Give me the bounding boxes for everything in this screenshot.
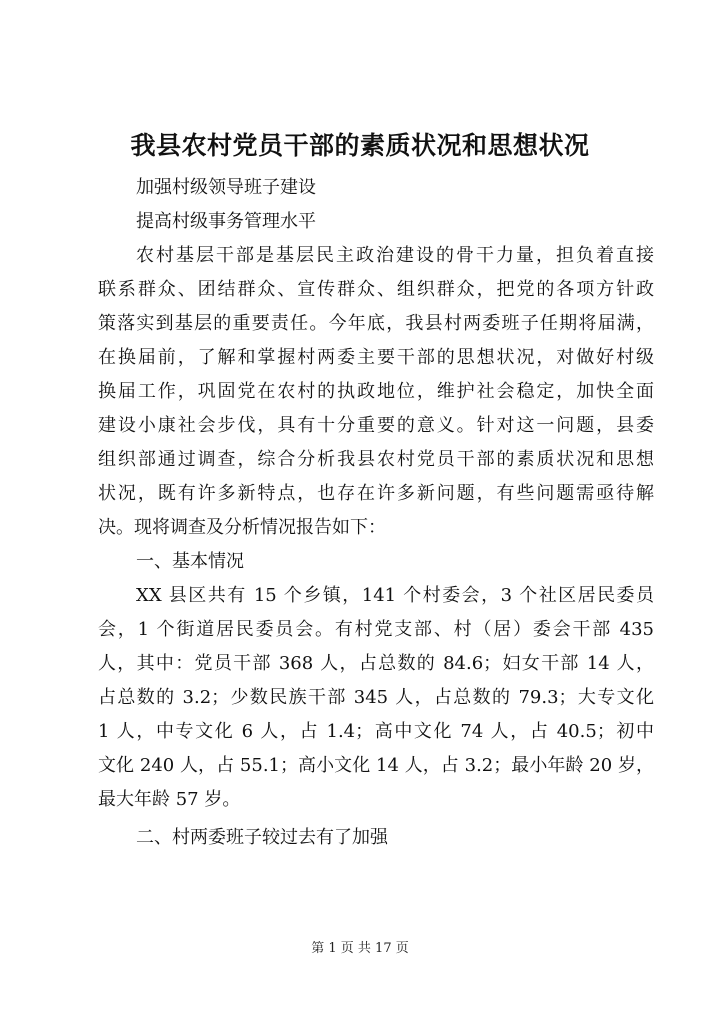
paragraph-line: 1 人，中专文化 6 人，占 1.4；高中文化 74 人，占 40.5；初中 bbox=[98, 721, 654, 742]
subtitle-line: 提高村级事务管理水平 bbox=[136, 211, 316, 232]
paragraph-line: 文化 240 人，占 55.1；高小文化 14 人，占 3.2；最小年龄 20 岁， bbox=[98, 755, 654, 776]
paragraph-line: 占总数的 3.2；少数民族干部 345 人，占总数的 79.3；大专文化 bbox=[98, 687, 654, 708]
document-body bbox=[98, 171, 654, 855]
paragraph-line: 在换届前，了解和掌握村两委主要干部的思想状况，对做好村级 bbox=[98, 347, 654, 368]
paragraph-line: 会，1 个街道居民委员会。有村党支部、村（居）委会干部 435 bbox=[98, 619, 654, 640]
paragraph-line: 策落实到基层的重要责任。今年底，我县村两委班子任期将届满， bbox=[98, 313, 654, 334]
paragraph-line: 组织部通过调查，综合分析我县农村党员干部的素质状况和思想 bbox=[98, 449, 654, 470]
paragraph-line: 状况，既有许多新特点，也存在许多新问题，有些问题需亟待解 bbox=[98, 483, 654, 504]
paragraph-line: 最大年龄 57 岁。 bbox=[98, 789, 241, 810]
subtitle-line: 加强村级领导班子建设 bbox=[136, 177, 316, 198]
paragraph-line: 决。现将调查及分析情况报告如下： bbox=[98, 517, 386, 538]
paragraph-line: 建设小康社会步伐，具有十分重要的意义。针对这一问题，县委 bbox=[98, 415, 654, 436]
paragraph-line: 联系群众、团结群众、宣传群众、组织群众，把党的各项方针政 bbox=[98, 279, 654, 300]
document-title: 我县农村党员干部的素质状况和思想状况 bbox=[130, 131, 590, 160]
paragraph-line: 人，其中：党员干部 368 人，占总数的 84.6；妇女干部 14 人， bbox=[98, 653, 654, 674]
paragraph-line: XX 县区共有 15 个乡镇，141 个村委会，3 个社区居民委员 bbox=[136, 585, 654, 606]
section-heading: 二、村两委班子较过去有了加强 bbox=[136, 827, 388, 848]
page-number-footer: 第 1 页 共 17 页 bbox=[311, 941, 409, 956]
paragraph-line: 农村基层干部是基层民主政治建设的骨干力量，担负着直接 bbox=[136, 245, 654, 266]
paragraph-line: 换届工作，巩固党在农村的执政地位，维护社会稳定，加快全面 bbox=[98, 381, 654, 402]
section-heading: 一、基本情况 bbox=[136, 551, 244, 572]
